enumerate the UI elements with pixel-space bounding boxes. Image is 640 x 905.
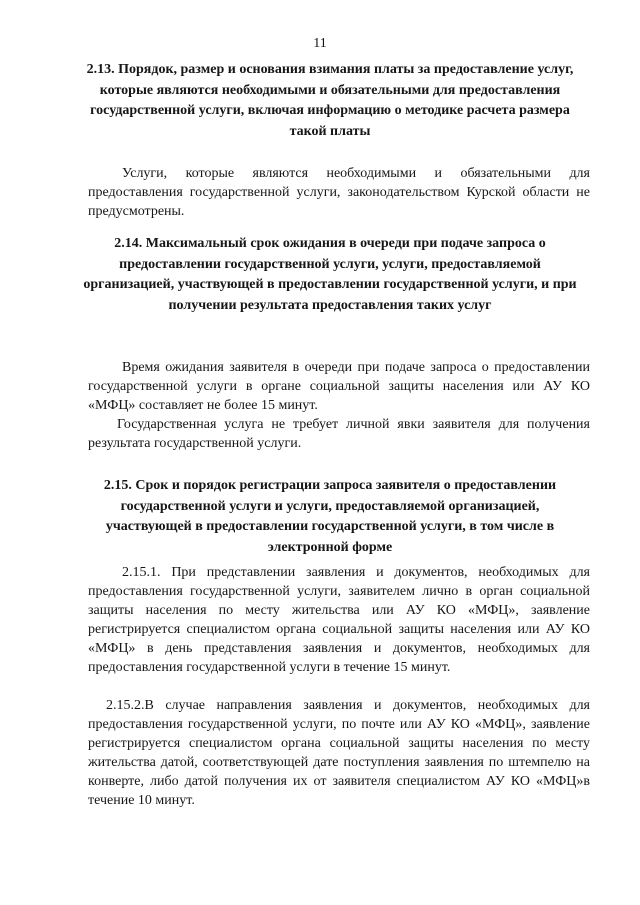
section-2-15-1-paragraph: 2.15.1. При представлении заявления и документов, необходимых для предоставления государственной услуги, заявителем лично в орган социальной защиты населения по месту жительства или АУ КО «МФЦ», заявление регистрируется специалистом органа социальной защиты населения или АУ КО «МФЦ» в день представления заявления и документов, необходимых для предоставления государственной услуги в течение 15 минут. xyxy=(88,565,590,675)
section-heading-2-15: 2.15. Срок и порядок регистрации запроса заявителя о предоставлении государственной услуги и услуги, предоставляемой организацией, участвующей в предоставлении государственной услуги, в том числе в электронной форме xyxy=(103,478,557,555)
section-heading-2-13: 2.13. Порядок, размер и основания взимания платы за предоставление услуг, которые являются необходимыми и обязательными для предоставления государственной услуги, включая информацию о методике расчета размера такой платы xyxy=(86,62,574,139)
page-number: 11 xyxy=(313,36,327,51)
section-2-15-2-paragraph: 2.15.2.В случае направления заявления и документов, необходимых для предоставления государственной услуги, по почте или АУ КО «МФЦ», заявление регистрируется специалистом органа социальной защиты населения по месту жительства датой, соответствующей дате поступления заявления по штемпелю на конверте, либо датой получения их от заявителя специалистом АУ КО «МФЦ»в течение 10 минут. xyxy=(88,698,590,808)
section-2-13-paragraph-1: Услуги, которые являются необходимыми и обязательными для предоставления государственной услуги, законодательством Курской области не предусмотрены. xyxy=(88,166,590,219)
section-heading-2-14: 2.14. Максимальный срок ожидания в очереди при подаче запроса о предоставлении государственной услуги, услуги, предоставляемой организацией, участвующей в предоставлении государственной услуги, и при получении результата предоставления таких услуг xyxy=(83,236,577,313)
section-2-14-paragraph-1: Время ожидания заявителя в очереди при подаче запроса о предоставлении государственной услуги в органе социальной защиты населения или АУ КО «МФЦ» составляет не более 15 минут. xyxy=(88,360,590,413)
section-2-14-paragraph-2: Государственная услуга не требует личной явки заявителя для получения результата государственной услуги. xyxy=(88,417,590,451)
